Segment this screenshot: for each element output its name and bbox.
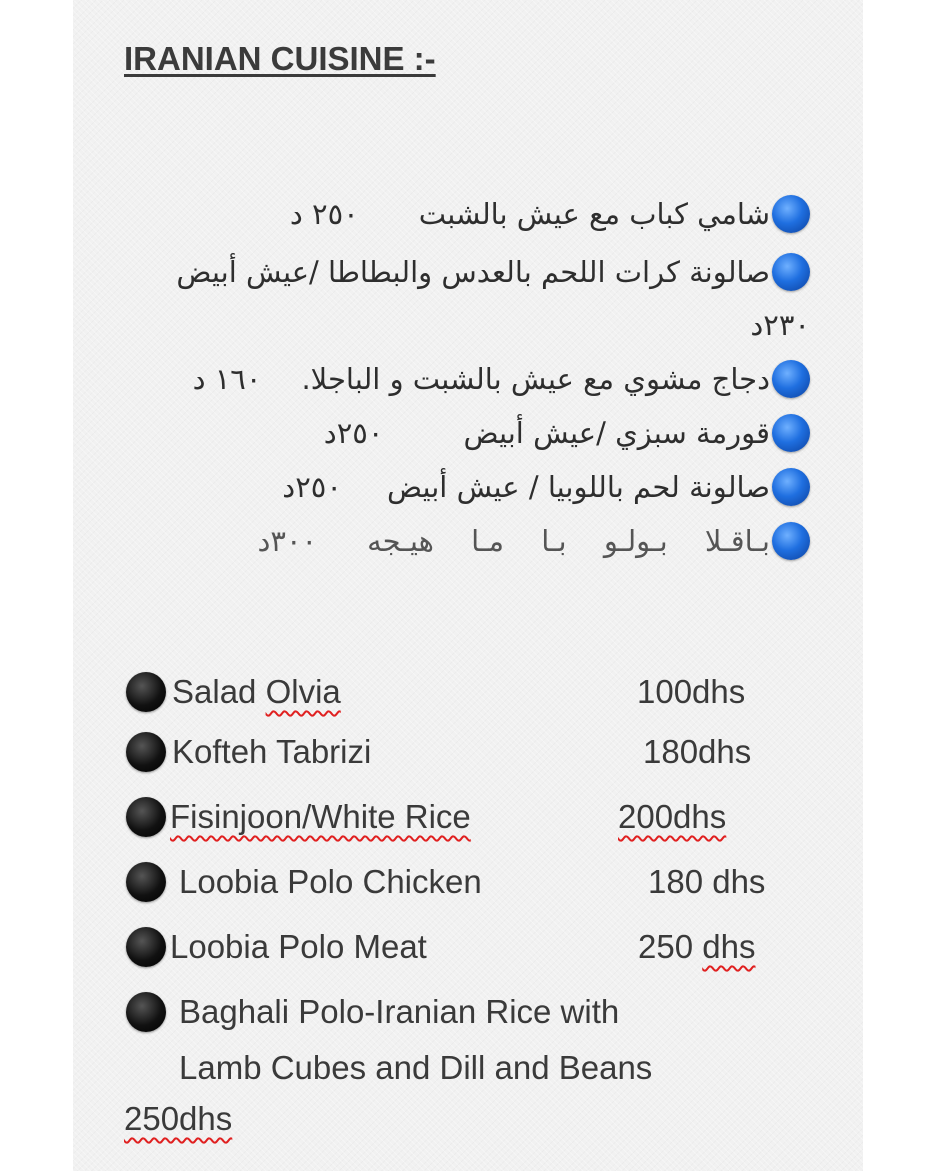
- arabic-item-name: صالونة كرات اللحم بالعدس والبطاطا /عيش أبيض: [176, 255, 770, 289]
- arabic-item-2: [176, 250, 810, 294]
- english-item-5-name: Loobia Polo Meat: [170, 928, 427, 965]
- blue-circle-icon: [772, 195, 810, 233]
- english-item-6-price: 250dhs: [124, 1100, 233, 1137]
- english-item-2-name: Kofteh Tabrizi: [172, 733, 372, 770]
- arabic-item-2-price-line: [750, 303, 810, 347]
- blue-circle-icon: [772, 360, 810, 398]
- english-item-3-name: Fisinjoon/White Rice: [170, 798, 471, 835]
- arabic-item-name: قورمة سبزي /عيش أبيض: [463, 416, 770, 450]
- english-item-4-price: 180 dhs: [648, 863, 766, 900]
- arabic-item-3: [193, 357, 810, 401]
- page-title: IRANIAN CUISINE :-: [124, 40, 436, 77]
- arabic-item-price: ٢٣٠د: [750, 308, 810, 342]
- arabic-item-name: دجاج مشوي مع عيش بالشبت و الباجلا.: [301, 362, 770, 396]
- blue-circle-icon: [772, 253, 810, 291]
- black-circle-icon: [126, 732, 166, 772]
- arabic-item-name: صالونة لحم باللوبيا / عيش أبيض: [386, 470, 770, 504]
- arabic-item-price: ٢٥٠ د: [289, 197, 359, 231]
- arabic-item-name: شامي كباب مع عيش بالشبت: [418, 197, 770, 231]
- arabic-item-5: [282, 465, 810, 509]
- arabic-item-price: ١٦٠ د: [192, 362, 262, 396]
- english-item-4-name: Loobia Polo Chicken: [179, 863, 482, 900]
- arabic-item-1: [290, 192, 810, 236]
- black-circle-icon: [126, 862, 166, 902]
- spellcheck-word: Olvia: [265, 673, 341, 710]
- english-item-5-price: [638, 928, 755, 966]
- black-circle-icon: [126, 797, 166, 837]
- arabic-item-price: ٢٥٠د: [323, 416, 384, 450]
- black-circle-icon: [126, 992, 166, 1032]
- english-item-6-line2: Lamb Cubes and Dill and Beans: [179, 1049, 653, 1086]
- spellcheck-word: dhs: [702, 928, 756, 965]
- english-item-6-line1: Baghali Polo-Iranian Rice with: [179, 993, 620, 1030]
- black-circle-icon: [126, 672, 166, 712]
- english-item-1-name: [172, 673, 341, 711]
- english-item-3-price: 200dhs: [618, 798, 727, 835]
- english-item-price: 250: [638, 928, 703, 965]
- arabic-item-price: ٢٥٠د: [282, 470, 342, 504]
- arabic-item-6: [257, 519, 810, 563]
- english-item-name: Salad: [172, 673, 266, 710]
- arabic-item-name: بـاقـلا بـولـو بـا مـا هيـجه: [367, 524, 770, 558]
- blue-circle-icon: [772, 522, 810, 560]
- arabic-item-price: ٣٠٠د: [257, 524, 318, 558]
- blue-circle-icon: [772, 414, 810, 452]
- black-circle-icon: [126, 927, 166, 967]
- arabic-item-4: [324, 411, 810, 455]
- blue-circle-icon: [772, 468, 810, 506]
- english-item-2-price: 180dhs: [643, 733, 752, 770]
- english-item-1-price: 100dhs: [637, 673, 746, 710]
